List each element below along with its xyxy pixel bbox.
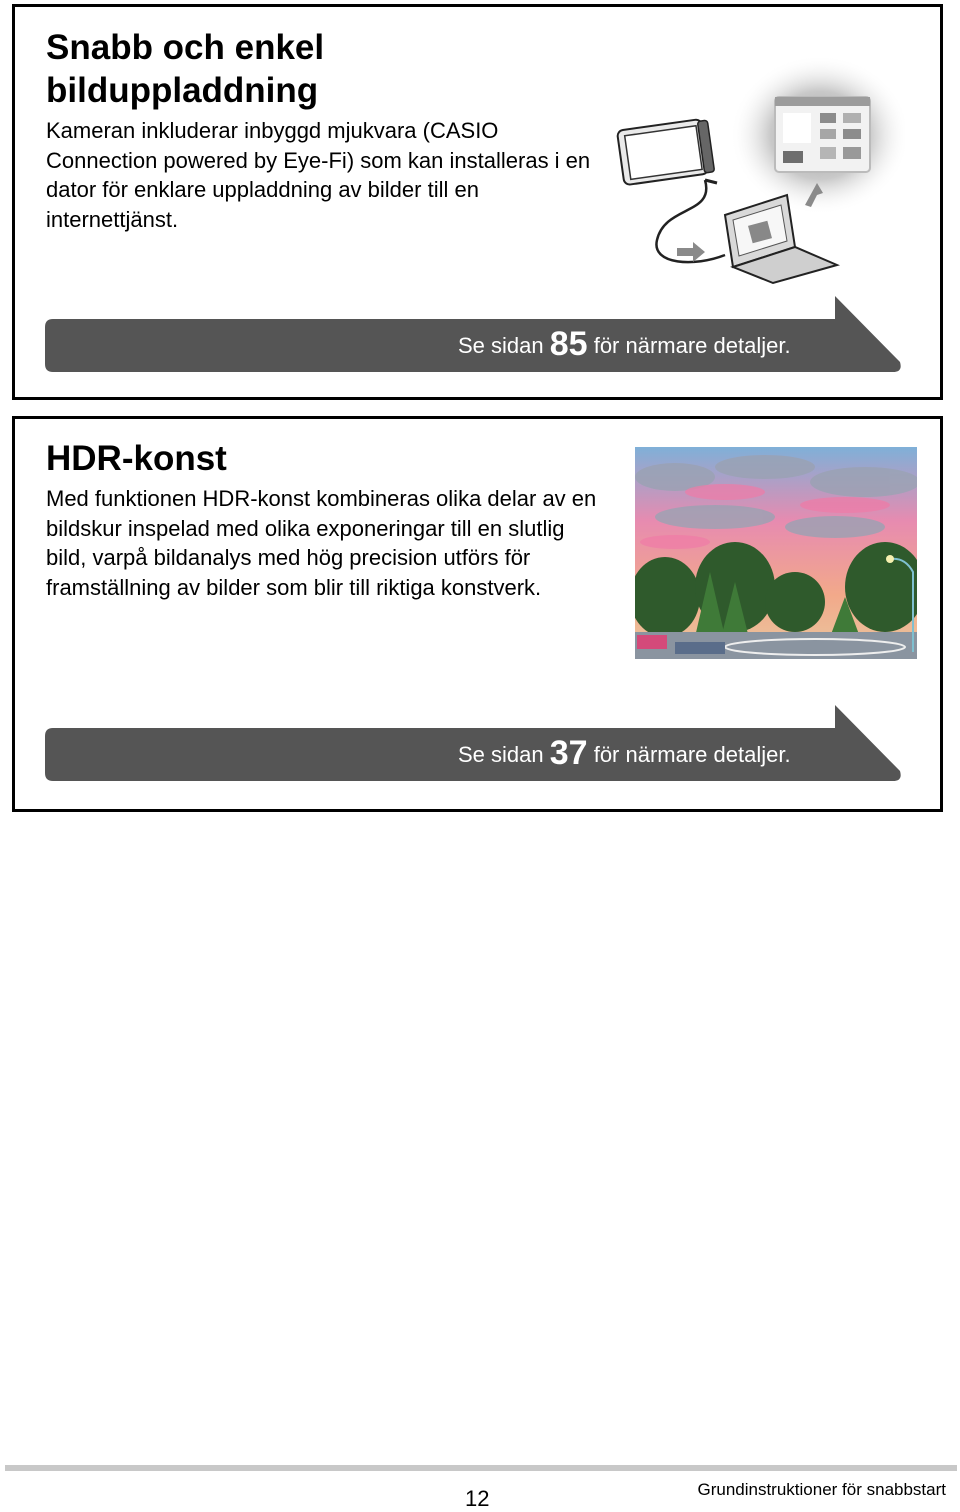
section-body: Med funktionen HDR-konst kombineras olika delar av en bildskur inspelad med olika exponeringar till en slutlig bild, varpå bildanalys med hög precision utförs för framställning av bilder som blir till riktiga konstverk. [46,486,597,600]
section-title: Snabb och enkel bilduppladdning [46,28,325,110]
footer-doc-title: Grundinstruktioner för snabbstart [697,1480,946,1499]
page-number: 12 [465,1486,490,1511]
see-page-number[interactable]: 37 [549,734,588,772]
web-page-icon [775,97,870,172]
see-page-link[interactable] [45,296,905,381]
see-suffix: för närmare detaljer. [593,333,791,358]
see-suffix: för närmare detaljer. [593,742,791,767]
section-title: HDR-konst [46,439,227,478]
hdr-art-photo [635,447,917,659]
see-prefix: Se sidan [458,742,544,767]
see-page-number[interactable]: 85 [549,325,588,363]
camera-upload-illustration [605,55,905,285]
section-body: Kameran inkluderar inbyggd mjukvara (CASIO Connection powered by Eye-Fi) som kan installeras i en dator för enklare uppladdning av bilder till en internettjänst. [46,118,591,232]
camera-icon [617,118,715,185]
see-prefix: Se sidan [458,333,544,358]
feature-box-upload [12,4,943,400]
footer-divider [5,1465,957,1471]
see-page-link[interactable] [45,705,905,790]
feature-box-hdr [12,416,943,812]
